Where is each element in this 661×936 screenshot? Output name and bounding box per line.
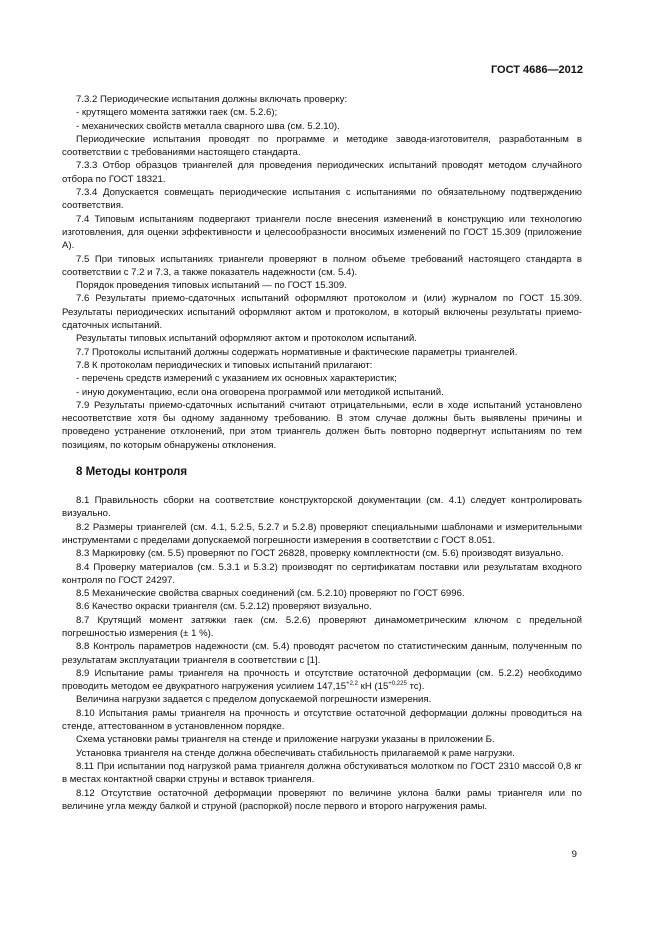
paragraph: Порядок проведения типовых испытаний — по ГОСТ 15.309. — [76, 280, 347, 292]
list-item: - крутящего момента затяжки гаек (см. 5.2.6); — [76, 107, 278, 119]
paragraph: Установка триангеля на стенде должна обеспечивать стабильность прилагаемой к раме нагрузки. — [76, 747, 515, 759]
section-title: 8 Методы контроля — [76, 466, 188, 479]
page-number: 9 — [571, 849, 577, 860]
paragraph: Схема установки рамы триангеля на стенде и приложение нагрузки указаны в приложении Б. — [76, 734, 495, 746]
paragraph: 7.3.3 Отбор образцов триангелей для проведения периодических испытаний проводят методом случайного отбора по ГОСТ 18321. — [62, 160, 582, 185]
paragraph: 8.7 Крутящий момент затяжки гаек (см. 5.2.6) проверяют динамометрическим ключом с предельной погрешностью измерения (± 1 %). — [62, 614, 582, 639]
paragraph: 8.1 Правильность сборки на соответствие конструкторской документации (см. 4.1) следует контролировать визуально. — [62, 495, 582, 520]
paragraph: 8.11 При испытании под нагрузкой рама триангеля должна обстукиваться молотком по ГОСТ 2310 массой 0,8 кг в местах контактной сварки струны и вставок триангеля. — [62, 760, 582, 786]
paragraph: 8.6 Качество окраски триангеля (см. 5.2.12) проверяют визуально. — [76, 601, 372, 613]
paragraph: Результаты типовых испытаний оформляют актом и протоколом испытаний. — [76, 333, 417, 345]
list-item: - иную документацию, если она оговорена программой или методикой испытаний. — [76, 386, 444, 398]
list-item: - перечень средств измерений с указанием их основных характеристик; — [76, 373, 397, 385]
paragraph: 8.3 Маркировку (см. 5.5) проверяют по ГОСТ 26828, проверку комплектности (см. 5.6) производят визуально. — [76, 548, 564, 560]
paragraph: 8.4 Проверку материалов (см. 5.3.1 и 5.3.2) производят по сертификатам поставки или результатам входного контроля по ГОСТ 24297. — [62, 561, 582, 586]
p89-tolerance-kn: +2,2 — [346, 680, 358, 687]
paragraph: 8.12 Отсутствие остаточной деформации проверяют по величине уклона балки рамы триангеля или по величине угла между балкой и струной (распоркой) после первого и второго нагружения рамы. — [62, 787, 582, 812]
p89-tolerance-ts: +0,225 — [388, 680, 407, 687]
p89-text: 8.9 Испытание рамы триангеля на прочность и отсутствие остаточной деформации (см. 5.2.2) необходимо проводить методом ее двукратного нагружения усилием 147,15 — [62, 667, 582, 693]
paragraph: 8.2 Размеры триангелей (см. 4.1, 5.2.5, 5.2.7 и 5.2.8) проверяют специальными шаблонами и измерительными инструментами с пределами допускаемой погрешности измерения в соответствии с ГОСТ 8.051. — [62, 521, 582, 546]
p89-end: тс). — [406, 681, 425, 693]
paragraph: Величина нагрузки задается с пределом допускаемой погрешности измерения. — [76, 694, 432, 706]
paragraph: 7.3.2 Периодические испытания должны включать проверку: — [76, 94, 348, 105]
paragraph: 8.10 Испытания рамы триангеля на прочность и отсутствие остаточной деформации должны проводиться на стенде, аттестованном в установленном порядке. — [62, 707, 582, 733]
doc-code-header: ГОСТ 4686—2012 — [490, 64, 583, 76]
paragraph: 7.3.4 Допускается совмещать периодические испытания с испытаниями по обязательному подтверждению соответствия. — [62, 187, 582, 212]
paragraph: 7.6 Результаты приемо-сдаточных испытаний оформляют протоколом и (или) журналом по ГОСТ 15.309. Результаты периодических испытаний оформляют актом и протоколом, в который включены результаты приемо-сдаточных испытаний. — [62, 293, 582, 332]
paragraph: 7.5 При типовых испытаниях триангели проверяют в полном объеме требований настоящего стандарта в соответствии с 7.2 и 7.3, а также показатель надежности (см. 5.4). — [62, 253, 582, 278]
paragraph: 7.7 Протоколы испытаний должны содержать нормативные и фактические параметры триангелей. — [76, 346, 518, 358]
paragraph: 7.8 К протоколам периодических и типовых испытаний прилагают: — [76, 359, 373, 371]
paragraph: 7.9 Результаты приемо-сдаточных испытаний считают отрицательными, если в ходе испытаний установлено несоответствие хотя бы одному заданному требованию. В этом случае должны быть выявлены причины и проведено устранение отклонений, при этом триангель должен быть повторно подвергнут испытаниям по тем позициям, по которым обнаружены отклонения. — [62, 399, 582, 451]
paragraph: 8.8 Контроль параметров надежности (см. 5.4) проводят расчетом по статистическим данным, полученным по результатам эксплуатации триангеля в соответствии с [1]. — [62, 641, 582, 666]
paragraph: Периодические испытания проводят по программе и методике завода-изготовителя, разработанным в соответствии с требованиями настоящего стандарта. — [62, 133, 582, 159]
list-item: - механических свойств металла сварного шва (см. 5.2.10). — [76, 120, 340, 132]
p89-mid: кН (15 — [357, 681, 389, 693]
paragraph-8-9 — [62, 667, 582, 694]
document-body — [62, 93, 582, 813]
paragraph: 7.4 Типовым испытаниям подвергают триангели после внесения изменений в конструкцию или технологию изготовления, для оценки эффективности и целесообразности вносимых изменений по ГОСТ 15.309 (приложение А). — [62, 213, 582, 252]
paragraph: 8.5 Механические свойства сварных соединений (см. 5.2.10) проверяют по ГОСТ 6996. — [76, 588, 465, 600]
